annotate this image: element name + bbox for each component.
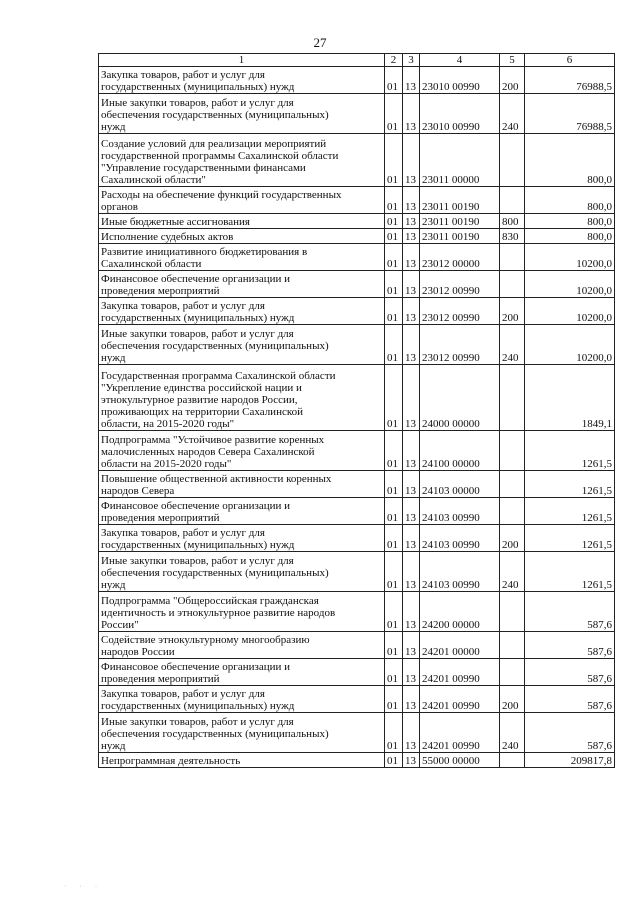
table-row xyxy=(99,525,615,552)
table-row xyxy=(99,498,615,525)
budget-table xyxy=(98,53,615,768)
cell-subsection: 13 xyxy=(403,67,420,94)
cell-name: Государственная программа Сахалинской области "Укрепление единства российской нации и этнокультурное развитие народов России, проживающих на территории Сахалинской области, на 2015-2020 годы" xyxy=(99,365,385,431)
cell-target-article: 23011 00190 xyxy=(420,229,500,244)
cell-name: Непрограммная деятельность xyxy=(99,753,385,768)
cell-name: Развитие инициативного бюджетирования в Сахалинской области xyxy=(99,244,385,271)
cell-subsection: 13 xyxy=(403,632,420,659)
cell-amount: 587,6 xyxy=(525,632,615,659)
col-header-expense-type: 5 xyxy=(500,54,525,67)
cell-amount: 10200,0 xyxy=(525,244,615,271)
cell-section: 01 xyxy=(385,271,403,298)
cell-expense-type: 200 xyxy=(500,525,525,552)
cell-section: 01 xyxy=(385,713,403,753)
cell-target-article: 24103 00000 xyxy=(420,471,500,498)
cell-target-article: 23011 00000 xyxy=(420,134,500,187)
cell-expense-type xyxy=(500,498,525,525)
cell-amount: 587,6 xyxy=(525,592,615,632)
cell-name: Исполнение судебных актов xyxy=(99,229,385,244)
col-header-section: 2 xyxy=(385,54,403,67)
cell-amount: 800,0 xyxy=(525,134,615,187)
cell-subsection: 13 xyxy=(403,713,420,753)
cell-subsection: 13 xyxy=(403,187,420,214)
cell-amount: 76988,5 xyxy=(525,94,615,134)
cell-amount: 1261,5 xyxy=(525,471,615,498)
cell-section: 01 xyxy=(385,244,403,271)
cell-expense-type xyxy=(500,431,525,471)
cell-subsection: 13 xyxy=(403,525,420,552)
cell-name: Подпрограмма "Устойчивое развитие коренных малочисленных народов Севера Сахалинской области на 2015-2020 годы" xyxy=(99,431,385,471)
cell-subsection: 13 xyxy=(403,271,420,298)
table-row xyxy=(99,325,615,365)
cell-target-article: 24201 00990 xyxy=(420,659,500,686)
cell-section: 01 xyxy=(385,325,403,365)
cell-expense-type: 800 xyxy=(500,214,525,229)
cell-name: Иные закупки товаров, работ и услуг для обеспечения государственных (муниципальных) нужд xyxy=(99,713,385,753)
table-row xyxy=(99,753,615,768)
cell-amount: 209817,8 xyxy=(525,753,615,768)
cell-target-article: 24103 00990 xyxy=(420,525,500,552)
cell-target-article: 23011 00190 xyxy=(420,187,500,214)
cell-section: 01 xyxy=(385,498,403,525)
cell-amount: 76988,5 xyxy=(525,67,615,94)
cell-target-article: 55000 00000 xyxy=(420,753,500,768)
cell-section: 01 xyxy=(385,298,403,325)
cell-section: 01 xyxy=(385,552,403,592)
table-row xyxy=(99,592,615,632)
cell-expense-type xyxy=(500,244,525,271)
cell-target-article: 24100 00000 xyxy=(420,431,500,471)
cell-name: Содействие этнокультурному многообразию народов России xyxy=(99,632,385,659)
cell-amount: 1849,1 xyxy=(525,365,615,431)
cell-section: 01 xyxy=(385,214,403,229)
cell-name: Финансовое обеспечение организации и проведения мероприятий xyxy=(99,498,385,525)
cell-subsection: 13 xyxy=(403,686,420,713)
page-number: 27 xyxy=(313,35,327,50)
cell-subsection: 13 xyxy=(403,298,420,325)
cell-expense-type xyxy=(500,271,525,298)
cell-expense-type: 240 xyxy=(500,552,525,592)
table-row xyxy=(99,471,615,498)
cell-amount: 1261,5 xyxy=(525,525,615,552)
cell-section: 01 xyxy=(385,525,403,552)
cell-expense-type xyxy=(500,592,525,632)
cell-section: 01 xyxy=(385,229,403,244)
table-row xyxy=(99,365,615,431)
cell-amount: 587,6 xyxy=(525,713,615,753)
cell-subsection: 13 xyxy=(403,552,420,592)
col-header-name: 1 xyxy=(99,54,385,67)
table-row xyxy=(99,271,615,298)
cell-target-article: 23011 00190 xyxy=(420,214,500,229)
cell-section: 01 xyxy=(385,187,403,214)
cell-subsection: 13 xyxy=(403,94,420,134)
col-header-amount: 6 xyxy=(525,54,615,67)
cell-expense-type xyxy=(500,632,525,659)
cell-subsection: 13 xyxy=(403,753,420,768)
cell-subsection: 13 xyxy=(403,498,420,525)
cell-target-article: 24103 00990 xyxy=(420,552,500,592)
cell-target-article: 23012 00000 xyxy=(420,244,500,271)
table-row xyxy=(99,67,615,94)
table-header-row xyxy=(99,54,615,67)
cell-section: 01 xyxy=(385,134,403,187)
cell-subsection: 13 xyxy=(403,365,420,431)
cell-subsection: 13 xyxy=(403,471,420,498)
cell-target-article: 23012 00990 xyxy=(420,271,500,298)
cell-name: Расходы на обеспечение функций государственных органов xyxy=(99,187,385,214)
table-row xyxy=(99,632,615,659)
cell-section: 01 xyxy=(385,753,403,768)
cell-name: Иные закупки товаров, работ и услуг для обеспечения государственных (муниципальных) нужд xyxy=(99,325,385,365)
cell-expense-type: 200 xyxy=(500,67,525,94)
cell-name: Иные закупки товаров, работ и услуг для обеспечения государственных (муниципальных) нужд xyxy=(99,552,385,592)
cell-target-article: 24201 00990 xyxy=(420,713,500,753)
scan-artifact: · · · xyxy=(64,884,103,890)
table-row xyxy=(99,134,615,187)
cell-section: 01 xyxy=(385,471,403,498)
cell-target-article: 23010 00990 xyxy=(420,94,500,134)
cell-target-article: 23012 00990 xyxy=(420,298,500,325)
cell-name: Закупка товаров, работ и услуг для государственных (муниципальных) нужд xyxy=(99,686,385,713)
cell-expense-type: 240 xyxy=(500,713,525,753)
cell-amount: 10200,0 xyxy=(525,298,615,325)
cell-section: 01 xyxy=(385,659,403,686)
cell-subsection: 13 xyxy=(403,244,420,271)
cell-target-article: 24200 00000 xyxy=(420,592,500,632)
cell-expense-type xyxy=(500,471,525,498)
cell-target-article: 24201 00990 xyxy=(420,686,500,713)
cell-amount: 1261,5 xyxy=(525,431,615,471)
table-row xyxy=(99,244,615,271)
cell-amount: 800,0 xyxy=(525,214,615,229)
cell-subsection: 13 xyxy=(403,229,420,244)
cell-target-article: 23010 00990 xyxy=(420,67,500,94)
table-row xyxy=(99,552,615,592)
cell-expense-type xyxy=(500,187,525,214)
cell-section: 01 xyxy=(385,94,403,134)
cell-section: 01 xyxy=(385,431,403,471)
table-row xyxy=(99,659,615,686)
cell-expense-type: 830 xyxy=(500,229,525,244)
cell-target-article: 24000 00000 xyxy=(420,365,500,431)
cell-section: 01 xyxy=(385,686,403,713)
cell-expense-type xyxy=(500,365,525,431)
cell-expense-type: 240 xyxy=(500,325,525,365)
table-row xyxy=(99,94,615,134)
cell-expense-type: 240 xyxy=(500,94,525,134)
table-row xyxy=(99,713,615,753)
cell-section: 01 xyxy=(385,67,403,94)
cell-amount: 587,6 xyxy=(525,659,615,686)
cell-target-article: 24201 00000 xyxy=(420,632,500,659)
cell-name: Закупка товаров, работ и услуг для государственных (муниципальных) нужд xyxy=(99,67,385,94)
cell-name: Иные бюджетные ассигнования xyxy=(99,214,385,229)
cell-amount: 800,0 xyxy=(525,229,615,244)
cell-name: Повышение общественной активности коренных народов Севера xyxy=(99,471,385,498)
cell-subsection: 13 xyxy=(403,431,420,471)
cell-name: Финансовое обеспечение организации и проведения мероприятий xyxy=(99,659,385,686)
cell-name: Закупка товаров, работ и услуг для государственных (муниципальных) нужд xyxy=(99,525,385,552)
cell-amount: 800,0 xyxy=(525,187,615,214)
cell-name: Создание условий для реализации мероприятий государственной программы Сахалинской области "Управление государственными финансами Сахалинской области" xyxy=(99,134,385,187)
cell-subsection: 13 xyxy=(403,659,420,686)
cell-amount: 10200,0 xyxy=(525,325,615,365)
cell-amount: 587,6 xyxy=(525,686,615,713)
cell-expense-type xyxy=(500,659,525,686)
col-header-target-article: 4 xyxy=(420,54,500,67)
cell-expense-type xyxy=(500,753,525,768)
table-row xyxy=(99,229,615,244)
cell-name: Закупка товаров, работ и услуг для государственных (муниципальных) нужд xyxy=(99,298,385,325)
cell-amount: 10200,0 xyxy=(525,271,615,298)
cell-section: 01 xyxy=(385,592,403,632)
cell-subsection: 13 xyxy=(403,592,420,632)
cell-name: Финансовое обеспечение организации и проведения мероприятий xyxy=(99,271,385,298)
cell-name: Подпрограмма "Общероссийская гражданская идентичность и этнокультурное развитие народов России" xyxy=(99,592,385,632)
cell-subsection: 13 xyxy=(403,134,420,187)
cell-section: 01 xyxy=(385,365,403,431)
cell-target-article: 23012 00990 xyxy=(420,325,500,365)
table-row xyxy=(99,431,615,471)
cell-subsection: 13 xyxy=(403,214,420,229)
cell-expense-type xyxy=(500,134,525,187)
cell-amount: 1261,5 xyxy=(525,498,615,525)
cell-section: 01 xyxy=(385,632,403,659)
table-body xyxy=(99,67,615,768)
col-header-subsection: 3 xyxy=(403,54,420,67)
table-row xyxy=(99,214,615,229)
cell-expense-type: 200 xyxy=(500,298,525,325)
cell-subsection: 13 xyxy=(403,325,420,365)
table-row xyxy=(99,298,615,325)
table-row xyxy=(99,187,615,214)
cell-expense-type: 200 xyxy=(500,686,525,713)
cell-name: Иные закупки товаров, работ и услуг для обеспечения государственных (муниципальных) нужд xyxy=(99,94,385,134)
cell-amount: 1261,5 xyxy=(525,552,615,592)
table-row xyxy=(99,686,615,713)
cell-target-article: 24103 00990 xyxy=(420,498,500,525)
